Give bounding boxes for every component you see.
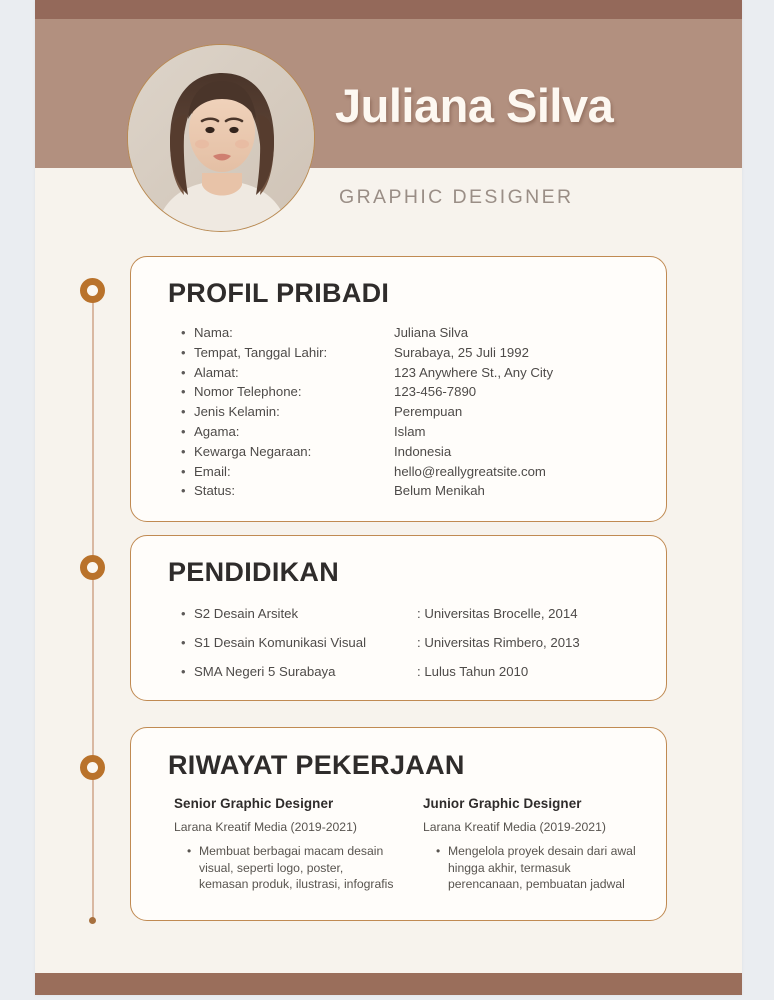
pendidikan-row: [181, 664, 651, 693]
profil-label: Nomor Telephone:: [194, 384, 302, 400]
bullet-icon: •: [181, 423, 186, 439]
timeline-dot-riwayat: [80, 755, 105, 780]
bullet-icon: •: [181, 483, 186, 499]
profil-label: Email:: [194, 463, 231, 479]
pendidikan-detail: : Universitas Rimbero, 2013: [417, 635, 580, 650]
bullet-icon: •: [181, 364, 186, 380]
header-top-strip: [35, 0, 742, 19]
timeline-dot-pendidikan: [80, 555, 105, 580]
profil-value: Juliana Silva: [394, 325, 469, 340]
profil-value: hello@reallygreatsite.com: [394, 463, 546, 479]
timeline-dot-inner: [87, 562, 98, 573]
bullet-icon: •: [187, 844, 192, 858]
job-entry: [423, 796, 644, 893]
page-title: Juliana Silva: [335, 79, 614, 132]
profil-value: Islam: [394, 423, 426, 439]
profil-label: Jenis Kelamin:: [194, 404, 280, 420]
job-duty-text: Membuat berbagai macam desain visual, seperti logo, poster, kemasan produk, ilustrasi, infografis: [199, 844, 394, 892]
profil-label: Agama:: [194, 423, 240, 439]
profil-value: 123-456-7890: [394, 384, 477, 400]
bullet-icon: •: [436, 844, 441, 858]
profil-value: 123 Anywhere St., Any City: [394, 364, 554, 380]
profil-row: [181, 464, 651, 484]
pendidikan-list: [181, 606, 651, 693]
bullet-icon: •: [181, 404, 186, 420]
job-role: Junior Graphic Designer: [423, 796, 582, 811]
job-title: GRAPHIC DESIGNER: [339, 186, 574, 208]
profil-row: [181, 365, 651, 385]
bullet-icon: •: [181, 664, 186, 679]
timeline-line: [92, 290, 94, 922]
profil-label: Status:: [194, 483, 236, 499]
card-riwayat-pekerjaan: [130, 727, 667, 921]
pendidikan-row: [181, 606, 651, 635]
timeline-end-dot: [89, 917, 96, 924]
section-heading-riwayat: RIWAYAT PEKERJAAN: [168, 750, 465, 780]
profil-field-list: [181, 325, 651, 503]
bullet-icon: •: [181, 463, 186, 479]
bullet-icon: •: [181, 384, 186, 400]
profile-photo: [127, 44, 315, 232]
profil-label: Nama:: [194, 325, 233, 340]
riwayat-columns: [174, 796, 644, 893]
pendidikan-detail: : Universitas Brocelle, 2014: [417, 606, 578, 621]
job-duty-text: Mengelola proyek desain dari awal hingga akhir, termasuk perencanaan, pembuatan jadwal: [448, 844, 636, 892]
profil-value: Belum Menikah: [394, 483, 485, 499]
pendidikan-school: S2 Desain Arsitek: [194, 606, 299, 621]
portrait-illustration: [128, 45, 315, 232]
bullet-icon: •: [181, 635, 186, 650]
profil-row: [181, 404, 651, 424]
profil-value: Perempuan: [394, 404, 463, 420]
profil-label: Alamat:: [194, 364, 239, 380]
profil-row: [181, 424, 651, 444]
job-role: Senior Graphic Designer: [174, 796, 334, 811]
pendidikan-row: [181, 635, 651, 664]
job-company: Larana Kreatif Media (2019-2021): [423, 820, 606, 834]
job-entry: [174, 796, 395, 893]
footer-bar: [35, 973, 742, 995]
card-pendidikan: [130, 535, 667, 701]
profil-row: [181, 444, 651, 464]
timeline-dot-inner: [87, 285, 98, 296]
profil-row: [181, 483, 651, 503]
profil-label: Kewarga Negaraan:: [194, 443, 312, 459]
resume-document: [35, 0, 742, 995]
pendidikan-school: S1 Desain Komunikasi Visual: [194, 635, 367, 650]
card-profil-pribadi: [130, 256, 667, 522]
timeline-dot-profil: [80, 278, 105, 303]
job-duty: [174, 843, 395, 893]
bullet-icon: •: [181, 606, 186, 621]
profil-row: [181, 384, 651, 404]
profil-label: Tempat, Tanggal Lahir:: [194, 344, 328, 360]
profil-value: Indonesia: [394, 443, 452, 459]
bullet-icon: •: [181, 325, 186, 340]
pendidikan-detail: : Lulus Tahun 2010: [417, 664, 529, 679]
profil-row: [181, 325, 651, 345]
section-heading-pendidikan: PENDIDIKAN: [168, 557, 340, 587]
bullet-icon: •: [181, 443, 186, 459]
pendidikan-school: SMA Negeri 5 Surabaya: [194, 664, 336, 679]
timeline-dot-inner: [87, 762, 98, 773]
job-duty: [423, 843, 644, 893]
profil-row: [181, 345, 651, 365]
profil-value: Surabaya, 25 Juli 1992: [394, 344, 529, 360]
section-heading-profil: PROFIL PRIBADI: [168, 278, 390, 308]
job-company: Larana Kreatif Media (2019-2021): [174, 820, 357, 834]
bullet-icon: •: [181, 344, 186, 360]
